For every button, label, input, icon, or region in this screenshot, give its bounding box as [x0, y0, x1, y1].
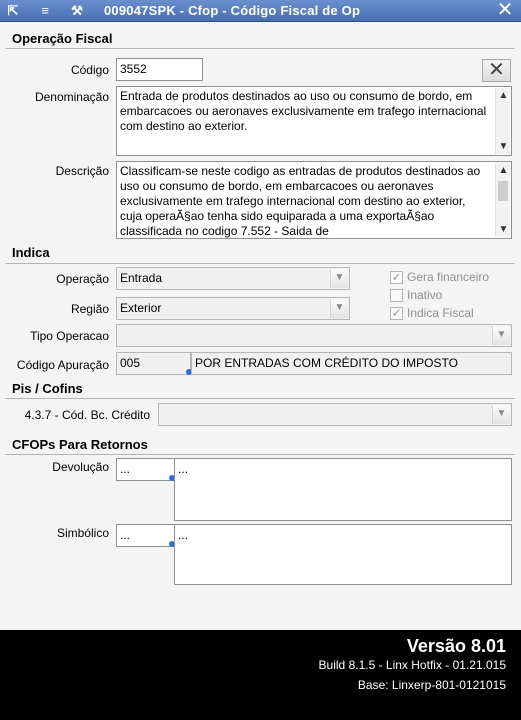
- tipo-operacao-select[interactable]: [116, 324, 512, 347]
- divider: [5, 263, 515, 264]
- inativo-label: Inativo: [407, 288, 443, 302]
- tipo-operacao-label: Tipo Operacao: [30, 329, 109, 343]
- version-text: Versão 8.01: [406, 636, 506, 656]
- denominacao-label: Denominação: [34, 90, 109, 104]
- check-icon: ✓: [391, 270, 402, 284]
- cod-bc-credito-label: 4.3.7 - Cód. Bc. Crédito: [24, 408, 150, 422]
- scroll-down-icon[interactable]: ▼: [498, 141, 509, 152]
- section-pis-cofins: Pis / Cofins: [12, 381, 83, 396]
- simbolico-label: Simbólico: [56, 526, 109, 540]
- chevron-down-icon[interactable]: ▼: [330, 299, 348, 318]
- base-text: Base: Linxerp-801-0121015: [357, 678, 506, 692]
- descricao-scrollbar[interactable]: [495, 163, 510, 237]
- denominacao-scrollbar[interactable]: [495, 88, 510, 154]
- descricao-textarea[interactable]: [116, 161, 512, 239]
- codigo-apuracao-label: Código Apuração: [16, 358, 109, 372]
- operacao-label: Operação: [56, 272, 109, 286]
- codigo-apuracao-desc: POR ENTRADAS COM CRÉDITO DO IMPOSTO: [191, 352, 512, 375]
- chevron-down-icon[interactable]: ▼: [492, 326, 510, 345]
- traffic-light-icon[interactable]: ≡: [41, 3, 49, 18]
- indica-fiscal-label: Indica Fiscal: [407, 306, 474, 320]
- regiao-value: Exterior: [120, 301, 162, 315]
- scroll-up-icon[interactable]: ▲: [498, 165, 509, 176]
- denominacao-textarea[interactable]: [116, 86, 512, 156]
- section-cfops-retornos: CFOPs Para Retornos: [12, 437, 148, 452]
- chevron-down-icon[interactable]: ▼: [330, 269, 348, 288]
- operacao-value: Entrada: [120, 271, 163, 285]
- build-text: Build 8.1.5 - Linx Hotfix - 01.21.015: [318, 658, 506, 672]
- scroll-thumb[interactable]: [498, 181, 508, 201]
- divider: [5, 48, 515, 49]
- divider: [5, 398, 515, 399]
- regiao-label: Região: [70, 302, 109, 316]
- checkbox-empty-icon: [390, 289, 403, 302]
- version-footer: [0, 630, 521, 720]
- divider: [5, 454, 515, 455]
- devolucao-desc: ...: [174, 458, 512, 521]
- gera-financeiro-label: Gera financeiro: [407, 270, 490, 284]
- descricao-text: Classificam-se neste codigo as entradas de produtos destinados ao uso ou consumo de bordo, em embarcacoes ou aeronaves exclusivamente em trafego internacional com destino ao exterior, cuja operaÃ§ao tenha sido equiparada a uma exportaÃ§ao classificada no codigo 7.552 - Saida de: [120, 164, 481, 238]
- title-bar: [0, 0, 521, 22]
- scroll-down-icon[interactable]: ▼: [498, 224, 509, 235]
- regiao-select[interactable]: [116, 297, 350, 320]
- simbolico-code-input[interactable]: ...: [116, 524, 175, 547]
- clear-button[interactable]: ✕: [482, 59, 511, 82]
- section-operacao-fiscal: Operação Fiscal: [12, 31, 113, 46]
- close-icon[interactable]: ✕: [496, 0, 514, 21]
- form-body: [0, 23, 521, 630]
- cod-bc-credito-select[interactable]: [158, 403, 512, 426]
- section-indica: Indica: [12, 245, 50, 260]
- check-icon: ✓: [391, 306, 402, 320]
- descricao-label: Descrição: [55, 164, 109, 178]
- codigo-input[interactable]: 3552: [116, 58, 203, 81]
- export-icon[interactable]: ⇱: [7, 3, 19, 18]
- simbolico-desc: ...: [174, 524, 512, 585]
- denominacao-text: Entrada de produtos destinados ao uso ou consumo de bordo, em embarcacoes ou aeronaves exclusivamente em trafego internacional com destino ao exterior.: [120, 89, 487, 133]
- scroll-up-icon[interactable]: ▲: [498, 90, 509, 101]
- chevron-down-icon[interactable]: ▼: [492, 405, 510, 424]
- devolucao-code-input[interactable]: ...: [116, 458, 175, 481]
- codigo-label: Código: [70, 63, 109, 77]
- devolucao-label: Devolução: [52, 460, 109, 474]
- window-title: 009047SPK - Cfop - Código Fiscal de Op: [104, 3, 361, 18]
- operacao-select[interactable]: [116, 267, 350, 290]
- codigo-apuracao-input[interactable]: 005: [116, 352, 191, 375]
- wrench-icon[interactable]: ⚒: [71, 3, 83, 18]
